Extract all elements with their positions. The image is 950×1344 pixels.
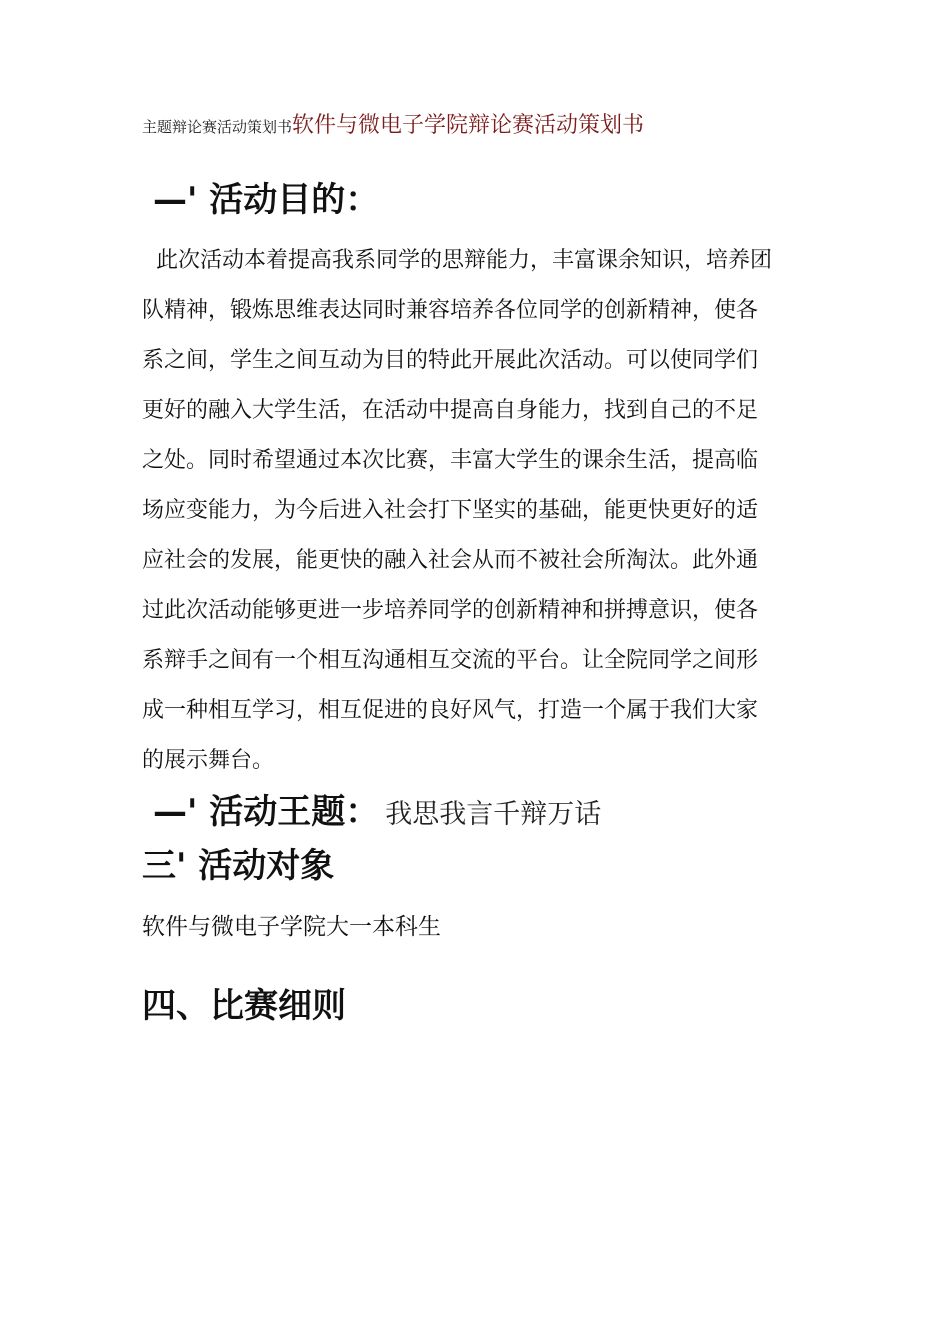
paragraph-line: 过此次活动能够更进一步培养同学的创新精神和拼搏意识，使各: [142, 598, 759, 623]
section-theme-heading: [153, 784, 601, 833]
title-prefix: 主题辩论赛活动策划书: [142, 118, 293, 136]
section-target-heading: 三' 活动对象: [142, 846, 335, 886]
section-purpose-body: [142, 236, 822, 786]
paragraph-line: 场应变能力，为今后进入社会打下坚实的基础，能更快更好的适: [142, 498, 759, 523]
section-target-text: 软件与微电子学院大一本科生: [142, 914, 441, 940]
paragraph-line: 的展示舞台。: [142, 748, 275, 773]
paragraph-line: 成一种相互学习，相互促进的良好风气，打造一个属于我们大家: [142, 698, 759, 723]
document-title: [142, 108, 644, 139]
paragraph-line: 更好的融入大学生活，在活动中提高自身能力，找到自己的不足: [142, 398, 759, 423]
section-theme-label: —' 活动王题：: [153, 792, 380, 832]
title-main: 软件与微电子学院辩论赛活动策划书: [292, 113, 645, 138]
section-theme-subtitle: 我思我言千辩万话: [385, 799, 602, 830]
paragraph-line: 应社会的发展，能更快的融入社会从而不被社会所淘汰。此外通: [142, 548, 759, 573]
paragraph-line: 系之间，学生之间互动为目的特此开展此次活动。可以使同学们: [142, 348, 759, 373]
paragraph-line: 之处。同时希望通过本次比赛，丰富大学生的课余生活，提高临: [142, 448, 759, 473]
section-rules-heading: 四、比赛细则: [142, 986, 346, 1026]
paragraph-line: 此次活动本着提高我系同学的思辩能力，丰富课余知识，培养团: [156, 248, 773, 273]
paragraph-line: 系辩手之间有一个相互沟通相互交流的平台。让全院同学之间形: [142, 648, 759, 673]
section-purpose-heading: —' 活动目的：: [153, 180, 380, 220]
paragraph-line: 队精神，锻炼思维表达同时兼容培养各位同学的创新精神，使各: [142, 298, 759, 323]
